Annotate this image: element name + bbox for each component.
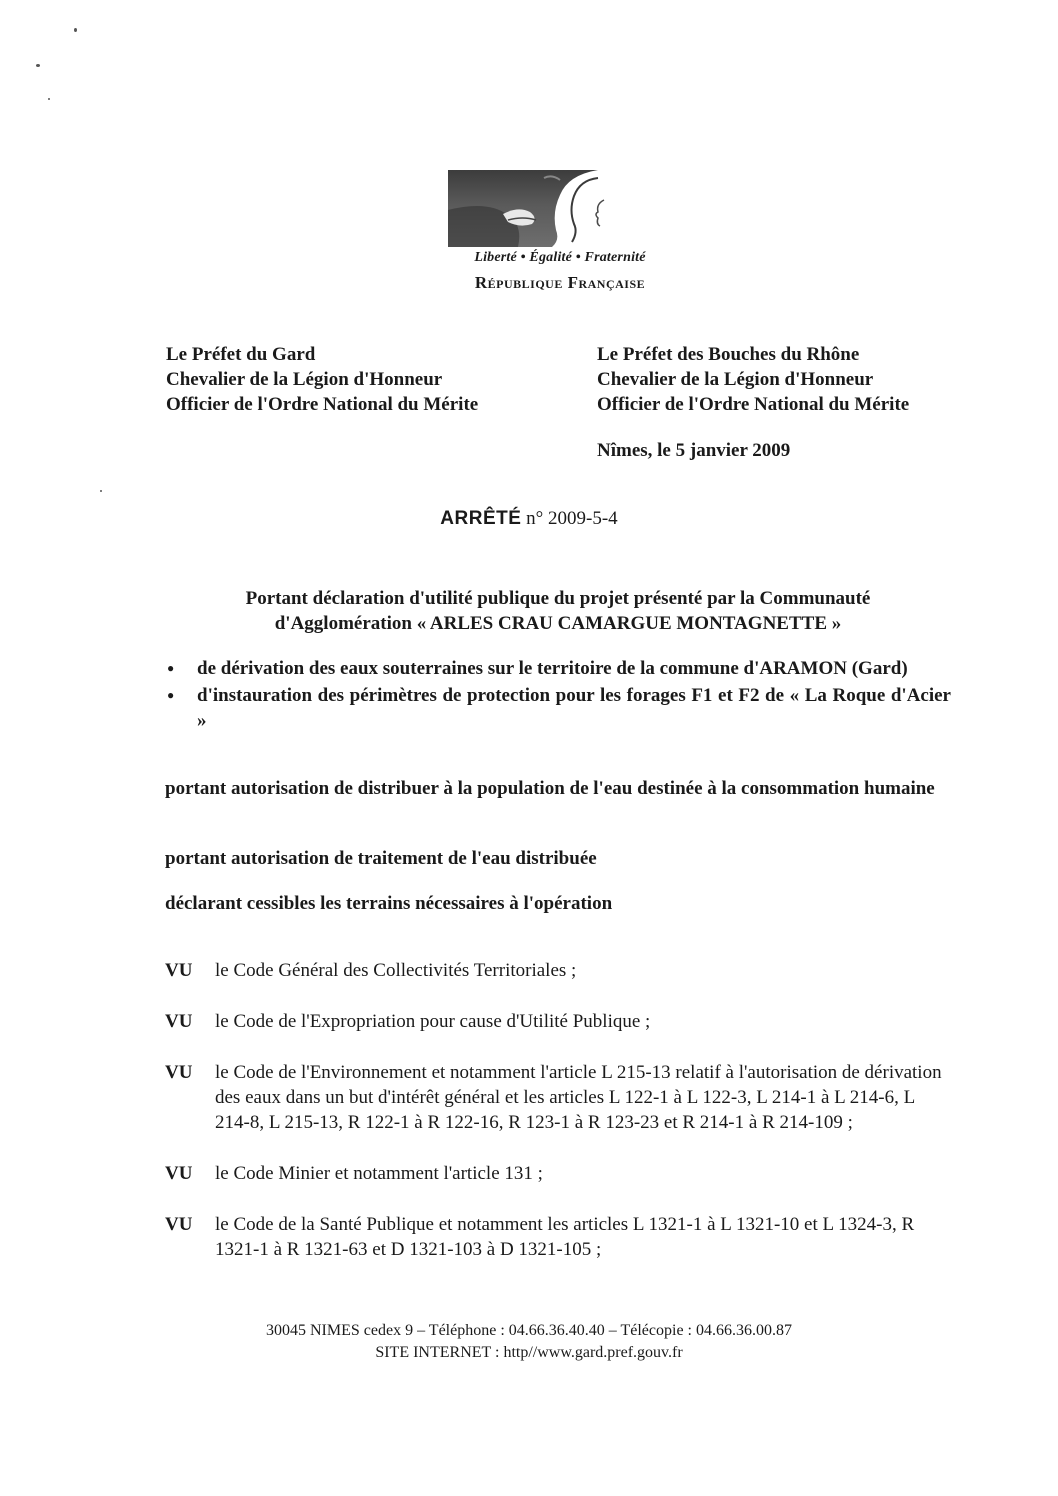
right-prefet-order: Officier de l'Ordre National du Mérite	[597, 394, 910, 415]
scan-speck	[100, 490, 102, 492]
vu-text: le Code Minier et notamment l'article 131 ;	[215, 1163, 543, 1184]
right-prefet-honour: Chevalier de la Légion d'Honneur	[597, 369, 874, 390]
logo-republic-name: République Française	[474, 273, 646, 292]
vu-text: le Code Général des Collectivités Territoriales ;	[215, 960, 577, 981]
subject-bullets	[165, 656, 951, 735]
vu-text: le Code de l'Expropriation pour cause d'Utilité Publique ;	[215, 1011, 651, 1032]
marianne-logo	[448, 170, 666, 247]
paragraph-distribution: portant autorisation de distribuer à la population de l'eau destinée à la consommation humaine	[165, 778, 935, 799]
right-prefet-block	[597, 342, 909, 417]
bullet-dot-icon: ●	[167, 688, 175, 702]
subject-line: Portant déclaration d'utilité publique du projet présenté par la Communauté	[245, 588, 871, 609]
paragraph-treatment: portant autorisation de traitement de l'eau distribuée	[165, 848, 597, 869]
arrete-word: ARRÊTÉ	[440, 508, 522, 529]
page-footer	[0, 1320, 1058, 1364]
marianne-icon	[448, 170, 666, 247]
vu-item	[165, 1060, 951, 1135]
arrete-number: n° 2009-5-4	[526, 508, 618, 529]
bullet-item	[165, 656, 951, 681]
vu-item	[165, 958, 951, 983]
right-prefet-title: Le Préfet des Bouches du Rhône	[597, 344, 860, 365]
vu-label: VU	[165, 1062, 193, 1083]
subject-line: d'Agglomération « ARLES CRAU CAMARGUE MONTAGNETTE »	[274, 613, 842, 634]
document-date: Nîmes, le 5 janvier 2009	[597, 440, 791, 461]
left-prefet-honour: Chevalier de la Légion d'Honneur	[166, 369, 443, 390]
vu-item	[165, 1161, 951, 1186]
vu-label: VU	[165, 1214, 193, 1235]
scan-speck	[48, 98, 50, 100]
bullet-text: de dérivation des eaux souterraines sur le territoire de la commune d'ARAMON (Gard)	[197, 658, 908, 679]
vu-label: VU	[165, 960, 193, 981]
footer-website: SITE INTERNET : http//www.gard.pref.gouv.fr	[375, 1344, 683, 1361]
vu-label: VU	[165, 1163, 193, 1184]
vu-text: le Code de l'Environnement et notamment l'article L 215-13 relatif à l'autorisation de dérivation des eaux dans un but d'intérêt général et les articles L 122-1 à L 122-3, L 214-1 à L 214-6, L 214-8, L 215-13, R 122-1 à R 122-16, R 123-1 à R 123-23 et R 214-1 à R 214-109 ;	[215, 1062, 942, 1133]
footer-contact: 30045 NIMES cedex 9 – Téléphone : 04.66.36.40.40 – Télécopie : 04.66.36.00.87	[266, 1322, 792, 1339]
arrete-subject	[165, 586, 951, 636]
left-prefet-order: Officier de l'Ordre National du Mérite	[166, 394, 479, 415]
arrete-title	[0, 508, 1058, 530]
logo-motto: Liberté • Égalité • Fraternité	[474, 250, 646, 265]
vu-list	[165, 958, 951, 1288]
vu-item	[165, 1212, 951, 1262]
bullet-item	[165, 683, 951, 733]
vu-item	[165, 1009, 951, 1034]
left-prefet-title: Le Préfet du Gard	[166, 344, 316, 365]
vu-label: VU	[165, 1011, 193, 1032]
left-prefet-block	[166, 342, 478, 417]
scan-speck	[74, 28, 77, 32]
vu-text: le Code de la Santé Publique et notamment les articles L 1321-1 à L 1321-10 et L 1324-3, R 1321-1 à R 1321-63 et D 1321-103 à D 1321-105 ;	[215, 1214, 915, 1260]
bullet-text: d'instauration des périmètres de protection pour les forages F1 et F2 de « La Roque d'Acier »	[197, 685, 951, 731]
scan-speck	[36, 64, 40, 67]
paragraph-cessible: déclarant cessibles les terrains nécessaires à l'opération	[165, 893, 613, 914]
bullet-dot-icon: ●	[167, 661, 175, 675]
